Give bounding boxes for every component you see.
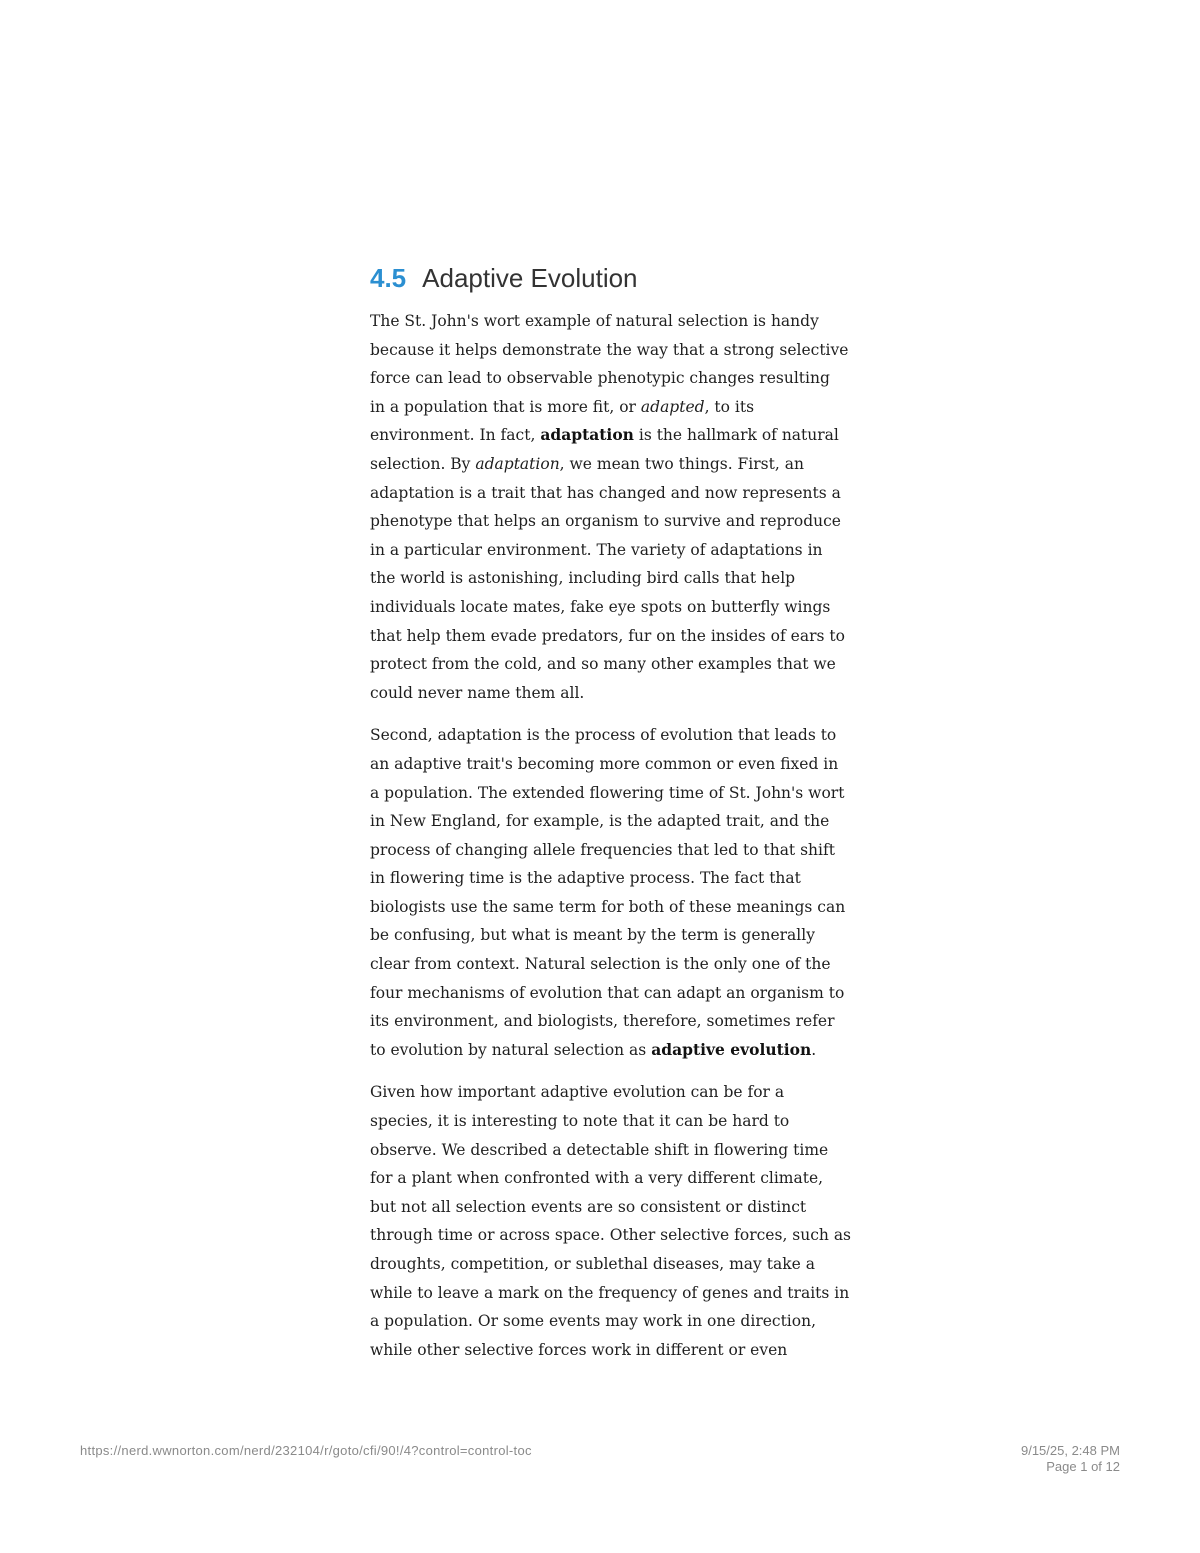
text-segment: be confusing, but what is meant by the term is generally	[370, 926, 815, 945]
text-line	[370, 307, 832, 336]
emphasis-term: adaptation	[475, 454, 560, 473]
text-line	[370, 921, 832, 950]
key-term: adaptive evolution	[651, 1039, 812, 1059]
text-segment: four mechanisms of evolution that can adapt an organism to	[370, 983, 845, 1002]
text-segment: environment. In fact,	[370, 426, 541, 445]
text-line	[370, 479, 841, 508]
text-segment: process of changing allele frequencies that led to that shift	[370, 840, 835, 859]
text-line	[370, 721, 837, 750]
text-line	[370, 1107, 832, 1136]
text-segment: to evolution by natural selection as	[370, 1040, 652, 1059]
text-segment: protect from the cold, and so many other examples that we	[370, 655, 836, 674]
text-line	[370, 450, 832, 479]
text-line	[370, 893, 846, 922]
text-segment: The St. John's wort example of natural selection is handy	[370, 312, 819, 330]
paragraph	[370, 721, 846, 1064]
emphasis-term: adapted	[640, 397, 705, 416]
text-segment: through time or across space. Other selective forces, such as	[370, 1226, 852, 1245]
text-segment: is the hallmark of natural	[633, 426, 839, 445]
section-title: Adaptive Evolution	[422, 263, 638, 293]
text-segment: force can lead to observable phenotypic changes resulting	[370, 369, 830, 388]
text-segment: individuals locate mates, fake eye spots on butterfly wings	[370, 597, 831, 616]
text-segment: while other selective forces work in different or even	[370, 1340, 788, 1359]
text-segment: its environment, and biologists, therefore, sometimes refer	[370, 1012, 835, 1031]
text-line	[370, 650, 836, 679]
text-line	[370, 1193, 832, 1222]
text-segment: droughts, competition, or sublethal diseases, may take a	[370, 1255, 815, 1273]
text-segment: .	[811, 1040, 817, 1059]
text-segment: biologists use the same term for both of these meanings can	[370, 897, 846, 916]
text-segment: an adaptive trait's becoming more common or even fixed in	[370, 754, 839, 773]
text-line	[370, 1036, 832, 1065]
footer-page-number: Page 1 of 12	[1046, 1459, 1120, 1474]
text-line	[370, 836, 835, 865]
text-segment: phenotype that helps an organism to survive and reproduce	[370, 512, 841, 531]
text-segment: that help them evade predators, fur on the insides of ears to	[370, 626, 845, 645]
text-segment: adaptation is a trait that has changed and now represents a	[370, 483, 841, 502]
text-segment: observe. We described a detectable shift in flowering time	[370, 1140, 829, 1159]
text-segment: because it helps demonstrate the way that a strong selective	[370, 340, 849, 359]
text-line	[370, 1221, 852, 1250]
body-text	[370, 307, 852, 1378]
paragraph	[370, 307, 849, 707]
text-segment: in New England, for example, is the adapted trait, and the	[370, 812, 830, 831]
text-line	[370, 593, 832, 622]
text-line	[370, 950, 832, 979]
footer-datetime: 9/15/25, 2:48 PM	[1020, 1443, 1120, 1458]
text-line	[370, 1279, 850, 1308]
text-line	[370, 1007, 835, 1036]
text-segment: the world is astonishing, including bird calls that help	[370, 569, 796, 588]
text-line	[370, 1136, 832, 1165]
text-segment: clear from context. Natural selection is the only one of the	[370, 955, 831, 974]
section-number: 4.5	[370, 263, 407, 293]
text-segment: while to leave a mark on the frequency of genes and traits in	[370, 1283, 850, 1302]
key-term: adaptation	[540, 425, 634, 445]
text-line	[370, 364, 832, 393]
text-segment: selection. By	[370, 454, 476, 473]
text-segment: could never name them all.	[370, 683, 585, 702]
text-segment: Second, adaptation is the process of evolution that leads to	[370, 726, 837, 745]
text-line	[370, 421, 839, 450]
footer-meta	[1021, 1443, 1120, 1475]
section-heading	[370, 258, 850, 298]
text-line	[370, 336, 849, 365]
text-segment: Given how important adaptive evolution can be for a	[370, 1083, 785, 1102]
text-segment: for a plant when confronted with a very different climate,	[370, 1169, 824, 1188]
text-line	[370, 1164, 832, 1193]
text-segment: in a particular environment. The variety of adaptations in	[370, 540, 823, 559]
text-line	[370, 507, 841, 536]
text-line	[370, 679, 832, 708]
text-line	[370, 807, 832, 836]
text-segment: , to its	[704, 397, 755, 416]
text-line	[370, 564, 832, 593]
text-segment: a population. The extended flowering time of St. John's wort	[370, 783, 845, 802]
text-line	[370, 1336, 832, 1365]
paragraph	[370, 1078, 852, 1364]
text-line	[370, 1307, 832, 1336]
text-segment: , we mean two things. First, an	[559, 454, 804, 473]
text-line	[370, 622, 845, 651]
text-line	[370, 864, 832, 893]
text-segment: but not all selection events are so consistent or distinct	[370, 1197, 807, 1216]
footer-url: https://nerd.wwnorton.com/nerd/232104/r/goto/cfi/90!/4?control=control-toc	[80, 1443, 532, 1458]
text-segment: in flowering time is the adaptive process. The fact that	[370, 869, 801, 888]
text-line	[370, 536, 832, 565]
text-line	[370, 1250, 832, 1279]
text-line	[370, 1078, 832, 1107]
text-segment: in a population that is more fit, or	[370, 397, 641, 416]
text-line	[370, 979, 845, 1008]
text-line	[370, 750, 839, 779]
text-line	[370, 779, 845, 808]
text-segment: species, it is interesting to note that it can be hard to	[370, 1112, 790, 1131]
text-segment: a population. Or some events may work in one direction,	[370, 1312, 817, 1331]
text-line	[370, 393, 832, 422]
